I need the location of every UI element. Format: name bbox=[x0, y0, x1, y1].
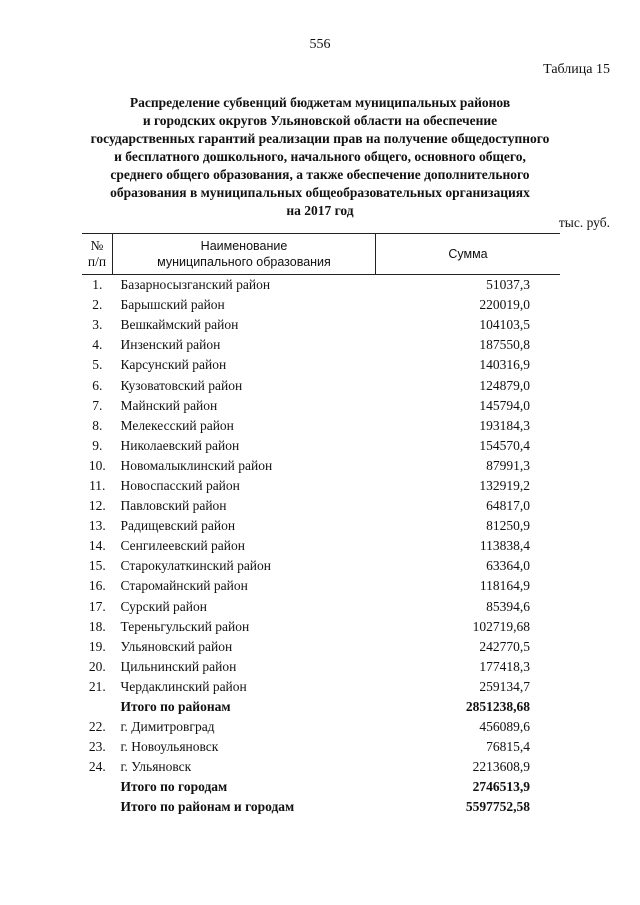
header-name-line2: муниципального образования bbox=[157, 255, 331, 269]
table-row bbox=[82, 275, 560, 296]
header-number-line2: п/п bbox=[87, 254, 107, 269]
row-number: 18. bbox=[88, 618, 106, 634]
row-number: 22. bbox=[88, 719, 106, 735]
table-row bbox=[82, 576, 560, 596]
table-row bbox=[82, 456, 560, 476]
row-sum: 154570,4 bbox=[479, 437, 530, 453]
table-row bbox=[82, 436, 560, 456]
table-row bbox=[82, 496, 560, 516]
row-name: Старокулаткинский район bbox=[120, 558, 272, 574]
table-body bbox=[82, 275, 560, 818]
row-number: 17. bbox=[88, 598, 106, 614]
row-name: Инзенский район bbox=[120, 337, 221, 353]
row-name: Майнский район bbox=[120, 397, 218, 413]
row-sum: 87991,3 bbox=[486, 457, 530, 473]
header-sum: Сумма bbox=[376, 234, 561, 275]
row-number: 8. bbox=[92, 417, 103, 433]
row-number: 5. bbox=[92, 357, 103, 373]
table-label: Таблица 15 bbox=[543, 62, 610, 77]
subvention-table bbox=[82, 233, 560, 818]
row-sum: 5597752,58 bbox=[465, 799, 530, 815]
row-sum: 81250,9 bbox=[486, 518, 530, 534]
total-row bbox=[82, 777, 560, 797]
row-sum: 140316,9 bbox=[479, 357, 530, 373]
row-name: Итого по районам bbox=[120, 699, 231, 715]
row-sum: 124879,0 bbox=[479, 377, 530, 393]
row-name: Сурский район bbox=[120, 598, 207, 614]
row-name: г. Димитровград bbox=[120, 719, 215, 735]
title-line: государственных гарантий реализации прав на получение общедоступного bbox=[90, 131, 550, 146]
table-row bbox=[82, 536, 560, 556]
row-sum: 104103,5 bbox=[479, 317, 530, 333]
table-row bbox=[82, 375, 560, 395]
title-line: образования в муниципальных общеобразовательных организациях bbox=[110, 185, 530, 200]
title-line: и городских округов Ульяновской области на обеспечение bbox=[142, 113, 498, 128]
table-row bbox=[82, 315, 560, 335]
row-number: 19. bbox=[88, 638, 106, 654]
table-row bbox=[82, 597, 560, 617]
row-sum: 102719,68 bbox=[472, 618, 530, 634]
table-row bbox=[82, 757, 560, 777]
table-row bbox=[82, 335, 560, 355]
row-number: 1. bbox=[92, 277, 103, 293]
row-name: Мелекесский район bbox=[120, 417, 234, 433]
row-sum: 2851238,68 bbox=[465, 699, 530, 715]
row-sum: 193184,3 bbox=[479, 417, 530, 433]
row-number: 9. bbox=[92, 437, 103, 453]
row-number: 12. bbox=[88, 498, 106, 514]
total-row bbox=[82, 797, 560, 817]
row-number: 16. bbox=[88, 578, 106, 594]
row-name: Старомайнский район bbox=[120, 578, 248, 594]
row-sum: 132919,2 bbox=[479, 477, 530, 493]
row-sum: 177418,3 bbox=[479, 658, 530, 674]
row-name: Радищевский район bbox=[120, 518, 236, 534]
row-name: Вешкаймский район bbox=[120, 317, 239, 333]
row-number: 23. bbox=[88, 739, 106, 755]
title-line: Распределение субвенций бюджетам муниципальных районов bbox=[129, 95, 511, 110]
total-row bbox=[82, 697, 560, 717]
row-sum: 242770,5 bbox=[479, 638, 530, 654]
row-number bbox=[82, 777, 113, 797]
table-row bbox=[82, 556, 560, 576]
row-name: Николаевский район bbox=[120, 437, 240, 453]
row-sum: 259134,7 bbox=[479, 678, 530, 694]
table-row bbox=[82, 677, 560, 697]
table-row bbox=[82, 657, 560, 677]
row-number: 10. bbox=[88, 457, 106, 473]
row-name: Новомалыклинский район bbox=[120, 457, 273, 473]
header-number bbox=[82, 234, 113, 275]
row-name: Барышский район bbox=[120, 297, 225, 313]
row-number: 13. bbox=[88, 518, 106, 534]
row-number: 21. bbox=[88, 678, 106, 694]
row-name: Итого по городам bbox=[120, 779, 228, 795]
row-number: 14. bbox=[88, 538, 106, 554]
row-sum: 118164,9 bbox=[479, 578, 530, 594]
row-name: Ульяновский район bbox=[120, 638, 233, 654]
row-sum: 64817,0 bbox=[486, 498, 530, 514]
row-name: Тереньгульский район bbox=[120, 618, 250, 634]
row-sum: 51037,3 bbox=[486, 277, 530, 293]
row-sum: 2213608,9 bbox=[472, 759, 530, 775]
document-title bbox=[60, 94, 580, 220]
row-sum: 187550,8 bbox=[479, 337, 530, 353]
row-number bbox=[82, 697, 113, 717]
row-number: 15. bbox=[88, 558, 106, 574]
row-sum: 113838,4 bbox=[479, 538, 530, 554]
row-name: Сенгилеевский район bbox=[120, 538, 245, 554]
row-number: 7. bbox=[92, 397, 103, 413]
row-sum: 145794,0 bbox=[479, 397, 530, 413]
header-name-line1: Наименование bbox=[200, 239, 288, 253]
row-name: Цильнинский район bbox=[120, 658, 237, 674]
title-line: на 2017 год bbox=[286, 203, 354, 218]
table-row bbox=[82, 396, 560, 416]
row-sum: 76815,4 bbox=[486, 739, 530, 755]
table-row bbox=[82, 295, 560, 315]
row-name: Базарносызганский район bbox=[120, 277, 271, 293]
row-sum: 63364,0 bbox=[486, 558, 530, 574]
header-name bbox=[113, 234, 376, 275]
table-row bbox=[82, 737, 560, 757]
header-number-line1: № bbox=[90, 238, 104, 253]
table-row bbox=[82, 637, 560, 657]
row-sum: 456089,6 bbox=[479, 719, 530, 735]
table-row bbox=[82, 617, 560, 637]
row-sum: 85394,6 bbox=[486, 598, 530, 614]
table-row bbox=[82, 717, 560, 737]
title-line: и бесплатного дошкольного, начального общего, основного общего, bbox=[114, 149, 526, 164]
row-name: Чердаклинский район bbox=[120, 678, 247, 694]
table-row bbox=[82, 416, 560, 436]
row-sum: 220019,0 bbox=[479, 297, 530, 313]
table-header-row bbox=[82, 234, 560, 275]
table-row bbox=[82, 476, 560, 496]
page-number: 556 bbox=[309, 37, 331, 52]
row-number: 4. bbox=[92, 337, 103, 353]
row-number: 6. bbox=[92, 377, 103, 393]
row-name: Карсунский район bbox=[120, 357, 227, 373]
row-name: Павловский район bbox=[120, 498, 227, 514]
title-line: среднего общего образования, а также обеспечение дополнительного bbox=[110, 167, 530, 182]
units-label: тыс. руб. bbox=[558, 215, 610, 230]
row-number: 11. bbox=[89, 477, 106, 493]
row-name: г. Ульяновск bbox=[120, 759, 192, 775]
row-name: Новоспасский район bbox=[120, 477, 240, 493]
row-number: 20. bbox=[88, 658, 106, 674]
row-number: 2. bbox=[92, 297, 103, 313]
row-name: г. Новоульяновск bbox=[120, 739, 219, 755]
row-number bbox=[82, 797, 113, 817]
row-name: Кузоватовский район bbox=[120, 377, 243, 393]
row-sum: 2746513,9 bbox=[472, 779, 530, 795]
row-name: Итого по районам и городам bbox=[120, 799, 295, 815]
row-number: 24. bbox=[88, 759, 106, 775]
table-row bbox=[82, 355, 560, 375]
table-row bbox=[82, 516, 560, 536]
row-number: 3. bbox=[92, 317, 103, 333]
